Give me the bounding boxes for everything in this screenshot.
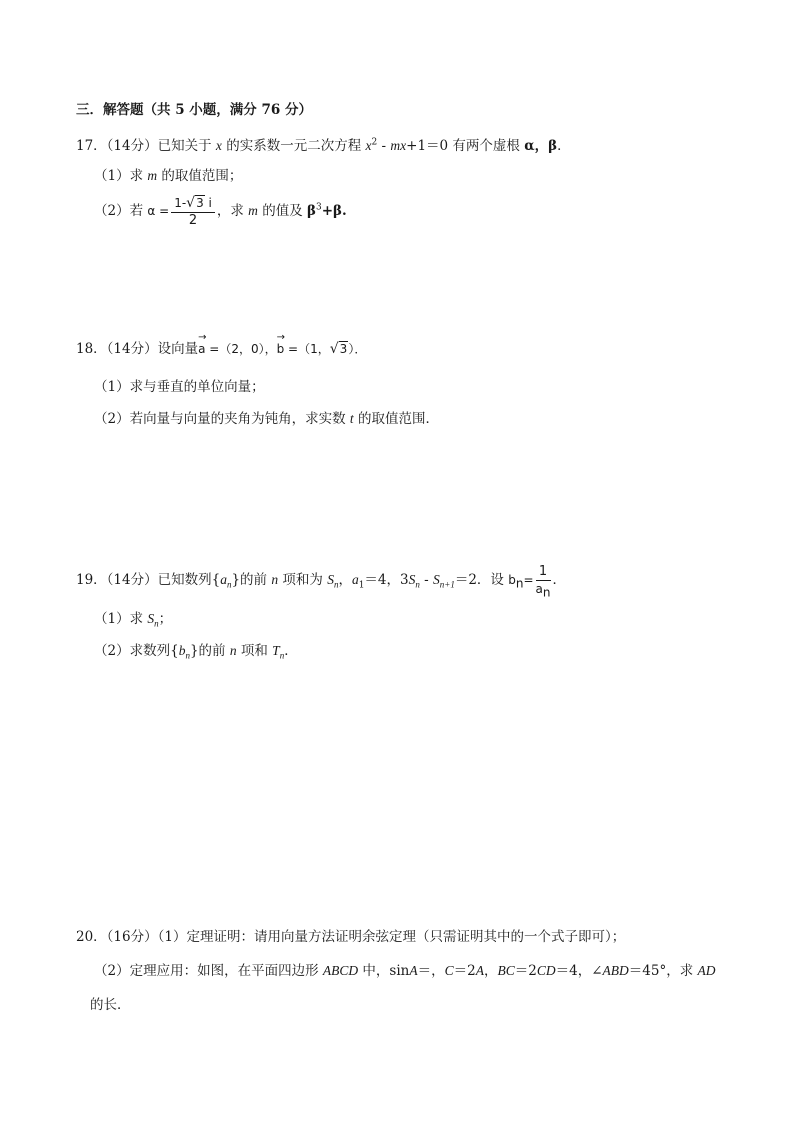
alpha-fraction: $\frac{1-√3 i}{2}$	[171, 195, 215, 229]
question-20-part-2: （2）定理应用：如图，在平面四边形 ABCD 中，sinA＝，C＝2A，BC＝2CD＝4，∠ABD＝45°，求 AD	[94, 963, 716, 979]
question-17-stem: 17．（14分）已知关于 x 的实系数一元二次方程 $x^2 - mx+1=0$ 有两个虚根 α，β．	[76, 137, 571, 154]
bn-fraction: $\frac{1}{a_n}$	[535, 563, 551, 600]
sqrt-symbol: √3	[329, 341, 348, 357]
sqrt-symbol: √3	[186, 194, 204, 211]
question-18-stem: 18．（14分）设向量→ a =（2，0），→ b =（1，√3）．	[76, 340, 366, 358]
question-20-part-1: 20．（16分）（1）定理证明：请用向量方法证明余弦定理（只需证明其中的一个式子即可）；	[76, 929, 626, 945]
question-20-part-2-continued: 的长．	[90, 997, 131, 1013]
question-17-part-1: （1）求 m 的取值范围；	[94, 168, 243, 184]
question-17-part-2: （2）若 α = $\frac{1-√3 i}{2}$ ，求 m 的值及 $\beta^3+\beta$.	[94, 194, 347, 228]
question-18-part-1: （1）求与垂直的单位向量；	[94, 379, 265, 395]
section-title: 三．解答题（共 5 小题，满分 76 分）	[76, 102, 312, 118]
question-18-part-2: （2）若向量与向量的夹角为钝角，求实数 t 的取值范围．	[94, 411, 439, 427]
vector-a: → a	[198, 340, 205, 358]
question-19-part-1: （1）求 $S_n$；	[94, 611, 173, 629]
question-19-part-2: （2）求数列$\{b_n\}$的前 n 项和 $T_n$．	[94, 643, 298, 661]
vector-b: → b	[277, 340, 285, 358]
question-19-stem: 19．（14分）已知数列$\{a_n\}$的前 n 项和为 $S_n$，$a_1=4$，$3S_n - S_{n+1}=2$．设 $b_n=$ $\frac{1}{a_n}$ ．	[76, 563, 566, 600]
